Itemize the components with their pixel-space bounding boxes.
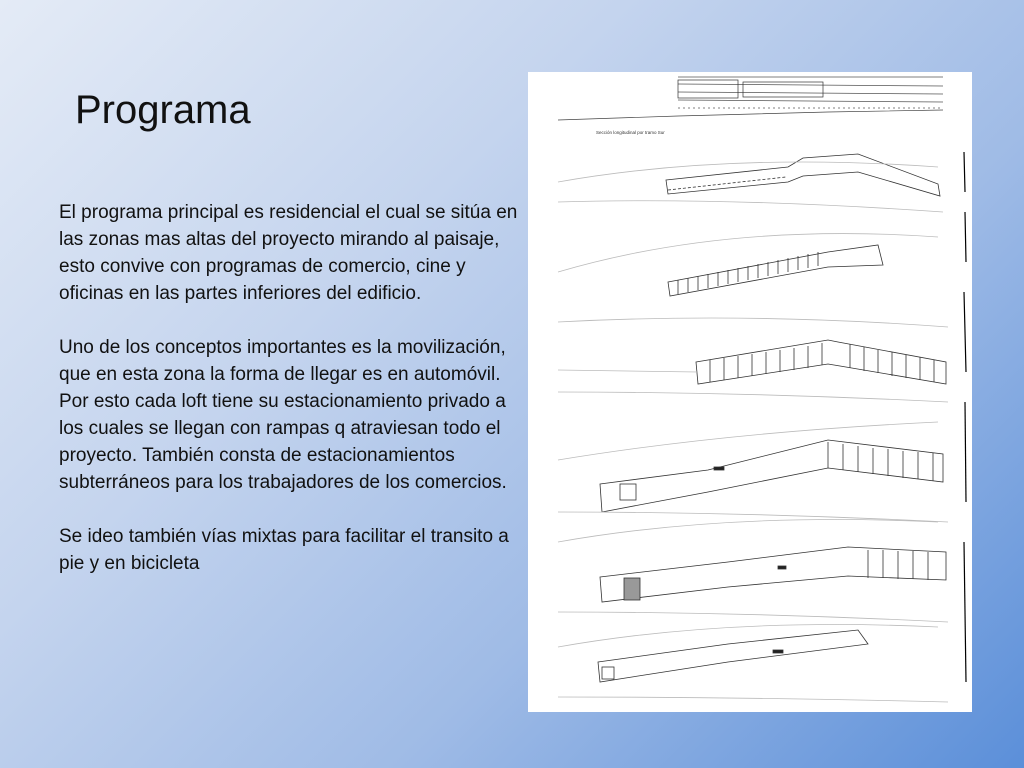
floor-plan-1 — [558, 154, 943, 212]
scan-edge — [964, 152, 966, 682]
floor-plan-3 — [558, 340, 948, 402]
paragraph-mobility: Uno de los conceptos importantes es la movilización, que en esta zona la forma de llegar es en automóvil. Por esto cada loft tiene su estacionamiento privado a los cuales se llegan con rampas q atraviesan todo el proyecto. También consta de estacionamientos subterráneos para los trabajadores de los comercios. — [59, 337, 507, 493]
floor-plan-2 — [558, 234, 948, 327]
floor-plan-5 — [558, 520, 948, 623]
architectural-plans-image — [528, 72, 972, 712]
floor-plan-6 — [558, 625, 948, 703]
longitudinal-section — [558, 77, 943, 120]
floor-plans-drawing — [528, 72, 972, 712]
floor-plan-4 — [558, 422, 948, 522]
paragraph-program: El programa principal es residencial el cual se sitúa en las zonas mas altas del proyecto mirando al paisaje, esto convive con programas de comercio, cine y oficinas en las partes inferiores del edificio. — [59, 202, 518, 304]
paragraph-mixed-routes: Se ideo también vías mixtas para facilitar el transito a pie y en bicicleta — [59, 526, 509, 574]
body-text — [59, 199, 521, 604]
slide-title: Programa — [75, 88, 251, 132]
figure-caption: Sección longitudinal por tramo Sur — [596, 130, 665, 135]
